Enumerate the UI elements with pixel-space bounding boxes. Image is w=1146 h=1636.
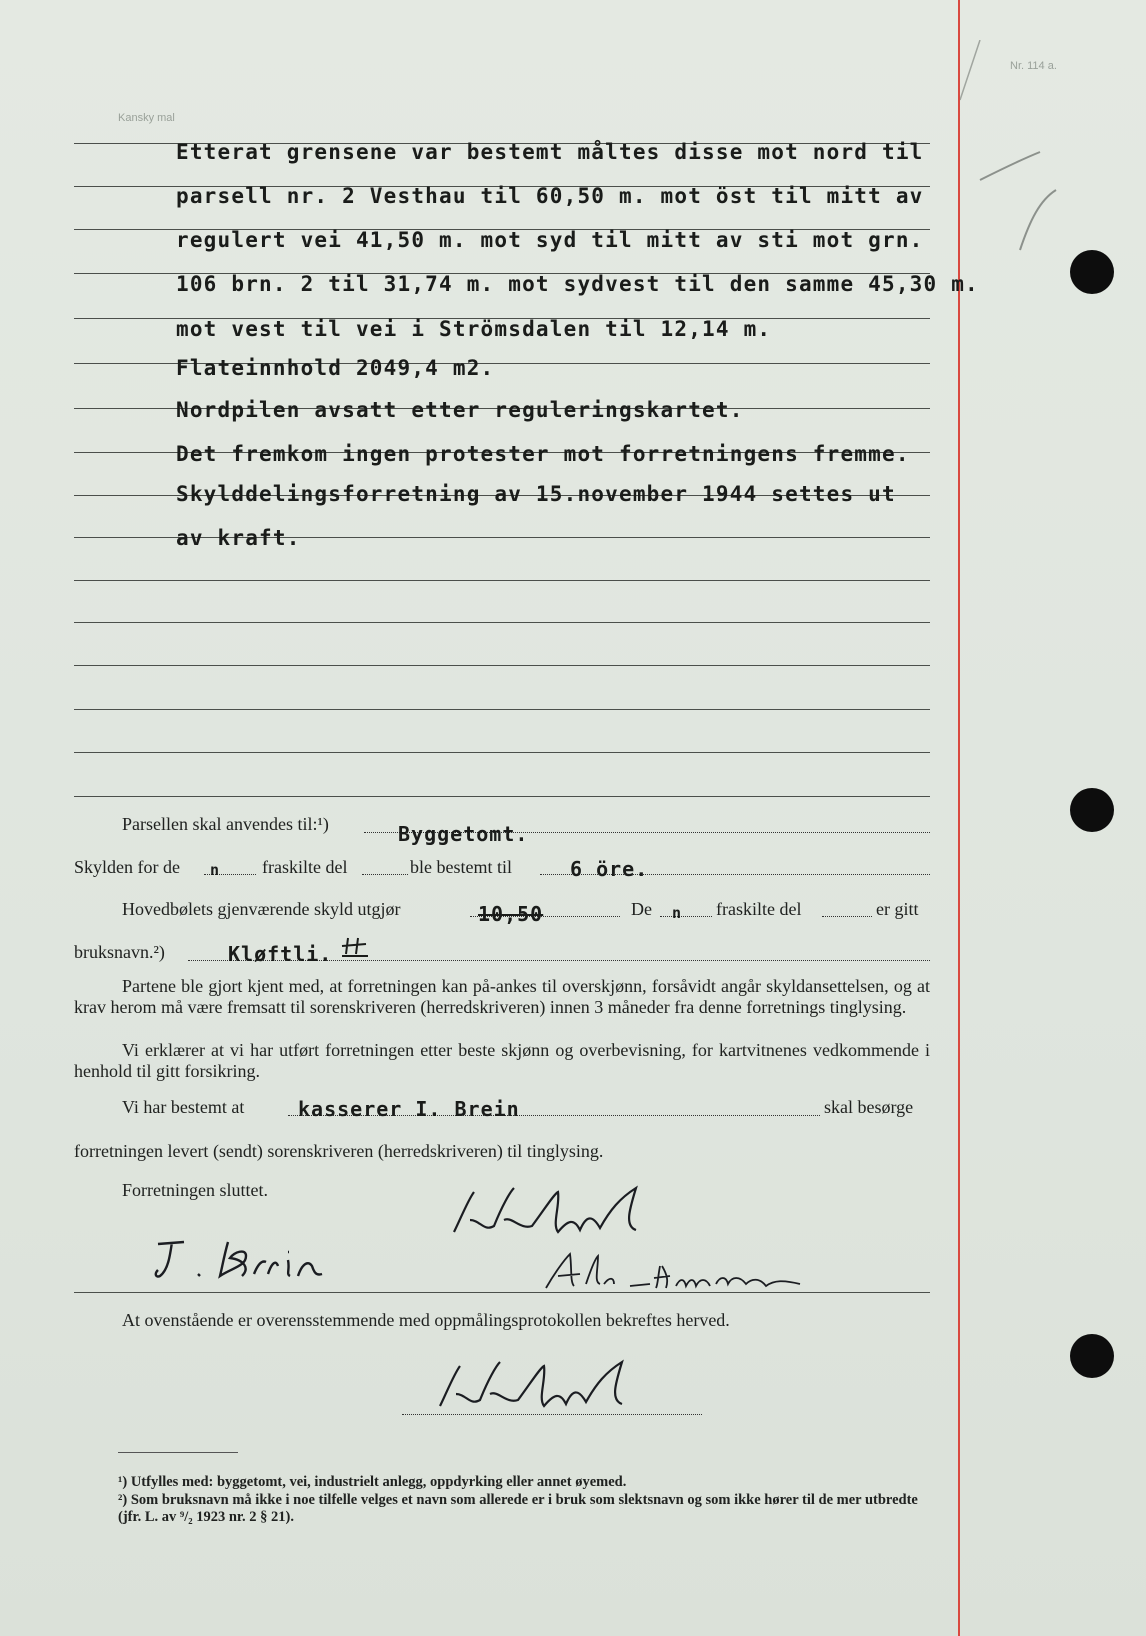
- typed-line: 106 brn. 2 til 31,74 m. mot sydvest til den samme 45,30 m.: [176, 272, 979, 296]
- ruled-line: [74, 665, 930, 666]
- name-value: Kløftli.: [228, 942, 333, 966]
- footnote-1: [118, 1474, 938, 1491]
- signature-1: [440, 1180, 690, 1250]
- remaining-label-4: er gitt: [876, 899, 919, 919]
- footnote-2-mark: ²): [118, 1492, 128, 1508]
- typed-line: Flateinnhold 2049,4 m2.: [176, 356, 495, 380]
- responsible-label-2: skal besørge: [824, 1097, 914, 1117]
- footnote-1-mark: ¹): [118, 1474, 128, 1490]
- remaining-label-2: De: [631, 899, 652, 919]
- signature-2: [150, 1230, 380, 1290]
- remaining-de-dotline: [660, 916, 712, 917]
- ruled-line: [74, 752, 930, 753]
- tax-dotline: [362, 874, 408, 875]
- footnote-2-text: Som bruksnavn må ikke i noe tilfelle velges et navn som allerede er i bruk som slektsnavn og som ikke hører til de mer utbredte (jfr. L. av ⁹/₂ 1923 nr. 2 § 21).: [118, 1492, 918, 1525]
- responsible-label-3: forretningen levert (sendt) sorenskriveren (herredskriveren) til tinglysing.: [74, 1141, 604, 1161]
- header-mark-right: Nr. 114 a.: [1010, 60, 1057, 72]
- remaining-dotline-2: [822, 916, 872, 917]
- signature-4-text: E.K.Ruud: [426, 1422, 431, 1423]
- footnote-separator: [118, 1452, 238, 1453]
- signature-2-text: J. Brein: [150, 1288, 154, 1289]
- signature-3: [540, 1246, 840, 1296]
- use-label: Parsellen skal anvendes til:¹): [122, 814, 329, 834]
- remaining-de-value: n: [672, 904, 683, 922]
- typed-line: mot vest til vei i Strömsdalen til 12,14 m.: [176, 317, 772, 341]
- declaration-paragraph: Vi erklærer at vi har utført forretningen etter beste skjønn og overbevisning, for kartvitnenes vedkommende i henhold til gitt forsikring.: [74, 1040, 930, 1081]
- signature-3-text: Alb. Henriksen: [540, 1294, 548, 1295]
- tax-label-3: ble bestemt til: [410, 857, 512, 877]
- use-value: Byggetomt.: [398, 822, 529, 846]
- footnote-2: [118, 1492, 938, 1526]
- handwritten-mark: [338, 934, 372, 962]
- closing-text: Forretningen sluttet.: [122, 1180, 268, 1200]
- typed-line: Det fremkom ingen protester mot forretningens fremme.: [176, 442, 910, 466]
- remaining-label-1: Hovedbølets gjenværende skyld utgjør: [122, 899, 401, 919]
- pencil-mark: [960, 40, 1080, 260]
- punch-hole: [1070, 788, 1114, 832]
- tax-value: 6 öre.: [570, 857, 649, 881]
- typed-line: parsell nr. 2 Vesthau til 60,50 m. mot öst til mitt av: [176, 184, 924, 208]
- remaining-label-3: fraskilte del: [716, 899, 802, 919]
- confirmation-text: At ovenstående er overensstemmende med oppmålingsprotokollen bekreftes herved.: [122, 1310, 730, 1330]
- name-label: bruksnavn.²): [74, 942, 165, 962]
- appeal-paragraph: Partene ble gjort kjent med, at forretningen kan på-ankes til overskjønn, forsåvidt angår skyldansettelsen, og at krav herom må være fremsatt til sorenskriveren (herredskriveren) innen 3 måneder fra denne forretnings tinglysing.: [74, 976, 930, 1017]
- ruled-line: [74, 580, 930, 581]
- ruled-line: [74, 1292, 930, 1293]
- signature-1-text: E.K.Ruud: [440, 1248, 445, 1249]
- tax-de-value: n: [210, 861, 221, 879]
- typed-line: av kraft.: [176, 526, 301, 550]
- header-mark-left: Kansky mal: [118, 112, 175, 124]
- ruled-line: [74, 709, 930, 710]
- tax-label-2: fraskilte del: [262, 857, 348, 877]
- footnote-1-text: Utfylles med: byggetomt, vei, industrielt anlegg, oppdyrking eller annet øyemed.: [130, 1474, 627, 1490]
- typed-line: Skylddelingsforretning av 15.november 1944 settes ut: [176, 482, 896, 506]
- ruled-line: [74, 796, 930, 797]
- signature-dotline: [402, 1414, 702, 1415]
- remaining-value: 10,50: [478, 902, 544, 926]
- responsible-label-1: Vi har bestemt at: [122, 1097, 245, 1117]
- responsible-value: kasserer I. Brein: [298, 1097, 520, 1121]
- typed-line: Etterat grensene var bestemt måltes disse mot nord til: [176, 140, 924, 164]
- tax-label-1: Skylden for de: [74, 857, 180, 877]
- typed-line: Nordpilen avsatt etter reguleringskartet.: [176, 398, 744, 422]
- punch-hole: [1070, 1334, 1114, 1378]
- typed-line: regulert vei 41,50 m. mot syd til mitt av sti mot grn.: [176, 228, 924, 252]
- ruled-line: [74, 622, 930, 623]
